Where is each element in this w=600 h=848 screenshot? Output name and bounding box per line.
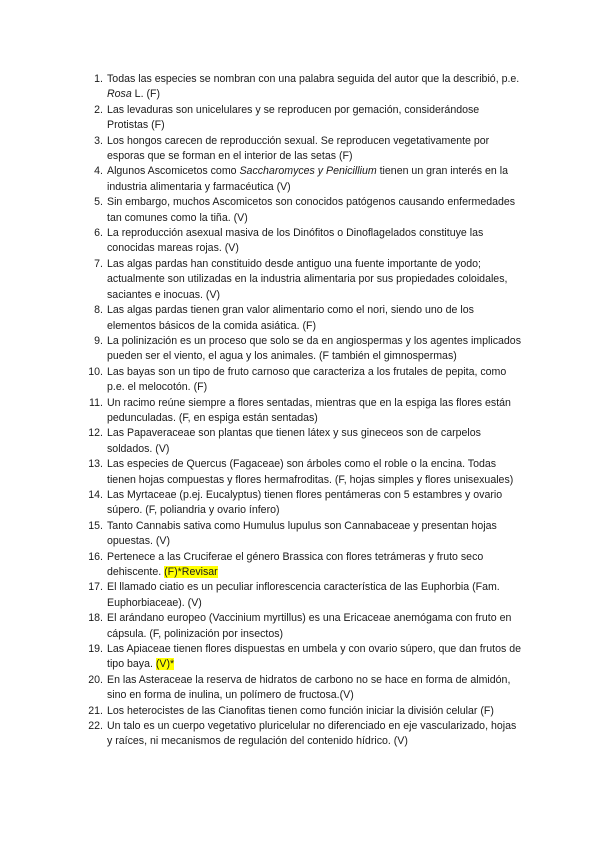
item-number: 2. xyxy=(94,103,103,116)
item-number: 11. xyxy=(89,396,103,409)
item-number: 22. xyxy=(88,720,103,733)
item-text xyxy=(107,304,474,331)
list-item xyxy=(82,426,522,457)
italic-term: Saccharomyces y Penicillium xyxy=(239,165,377,178)
text-segment: La polinización es un proceso que solo se da en angiospermas y los agentes implicados pueden ser el viento, el agua y los animales. (F también el gimnospermas) xyxy=(107,334,521,363)
text-segment: Las Myrtaceae (p.ej. Eucalyptus) tienen flores pentámeras con 5 estambres y ovario súpero. (F, poliandria y ovario ínfero) xyxy=(107,488,503,517)
item-text xyxy=(107,674,510,701)
item-number: 13. xyxy=(88,458,103,471)
item-text xyxy=(107,643,521,670)
item-text xyxy=(107,551,483,578)
list-item xyxy=(82,396,522,427)
item-number: 6. xyxy=(94,227,103,240)
item-number: 5. xyxy=(94,196,103,209)
text-segment: Las bayas son un tipo de fruto carnoso que caracteriza a los frutales de pepita, como p.e. el melocotón. (F) xyxy=(107,365,507,394)
text-segment: Las algas pardas tienen gran valor alimentario como el nori, siendo uno de los elementos básicos de la comida asiática. (F) xyxy=(107,304,474,332)
item-number: 14. xyxy=(88,488,103,501)
list-item xyxy=(82,257,522,303)
text-segment: Un talo es un cuerpo vegetativo pluricelular no diferenciado en eje vascularizado, hojas y raíces, ni mecanismos de regulación del contenido hídrico. (V) xyxy=(107,720,517,748)
text-segment: Pertenece a las Cruciferae el género Brassica con flores tetrámeras y fruto seco dehiscente. xyxy=(107,550,484,578)
list-item xyxy=(82,488,522,519)
item-number: 21. xyxy=(88,704,103,717)
list-item xyxy=(82,550,522,581)
text-segment: Un racimo reúne siempre a flores sentadas, mientras que en la espiga las flores están pedunculadas. (F, en espiga están sentadas) xyxy=(107,396,511,424)
item-number: 20. xyxy=(88,673,103,686)
list-item xyxy=(82,226,522,257)
list-item xyxy=(82,580,522,611)
list-item xyxy=(82,103,522,134)
text-segment: Los heterocistes de las Cianofitas tienen como función iniciar la división celular (F) xyxy=(107,704,494,717)
item-number: 17. xyxy=(88,581,103,594)
item-number: 10. xyxy=(88,365,103,378)
text-segment: La reproducción asexual masiva de los Dinófitos o Dinoflagelados constituye las conocidas mareas rojas. (V) xyxy=(107,227,484,255)
list-item xyxy=(82,164,522,195)
list-item xyxy=(82,719,522,750)
item-number: 4. xyxy=(94,165,103,178)
item-text xyxy=(107,196,515,223)
item-text xyxy=(107,520,497,547)
text-segment: El llamado ciatio es un peculiar inflorescencia característica de las Euphorbia (Fam. Euphorbiaceae). (V) xyxy=(107,581,500,609)
item-text xyxy=(107,73,519,100)
item-number: 18. xyxy=(88,612,103,625)
text-segment: Las Apiaceae tienen flores dispuestas en umbela y con ovario súpero, que dan frutos de tipo baya. xyxy=(107,643,522,671)
item-text xyxy=(107,720,516,747)
item-text xyxy=(107,612,511,639)
list-item xyxy=(82,642,522,673)
item-number: 15. xyxy=(88,519,103,532)
italic-term: Rosa xyxy=(107,88,132,101)
text-segment: Todas las especies se nombran con una palabra seguida del autor que la describió, p.e. xyxy=(107,73,520,85)
list-item xyxy=(82,611,522,642)
text-segment: En las Asteraceae la reserva de hidratos de carbono no se hace en forma de almidón, sino en forma de inulina, un polímero de fructosa.(V) xyxy=(107,673,511,702)
highlighted-note: (F)*Revisar xyxy=(164,566,218,578)
item-number: 7. xyxy=(94,257,103,270)
text-segment: Sin embargo, muchos Ascomicetos son conocidos patógenos causando enfermedades tan comunes como la tiña. (V) xyxy=(107,196,516,224)
item-number: 8. xyxy=(94,304,103,317)
text-segment: Los hongos carecen de reproducción sexual. Se reproducen vegetativamente por esporas que se forman en el interior de las setas (F) xyxy=(107,134,490,163)
highlighted-note: (V)* xyxy=(155,658,175,671)
item-text xyxy=(107,135,489,162)
text-segment: tienen un gran interés en la industria alimentaria y farmacéutica (V) xyxy=(107,165,509,193)
question-list xyxy=(82,72,522,750)
text-segment: L. (F) xyxy=(131,88,160,101)
item-text xyxy=(107,165,508,192)
item-text xyxy=(107,335,521,362)
item-number: 3. xyxy=(94,134,103,147)
item-number: 1. xyxy=(94,73,103,85)
item-text xyxy=(107,227,483,254)
list-item xyxy=(82,303,522,334)
list-item xyxy=(82,365,522,396)
list-item xyxy=(82,704,522,719)
item-text xyxy=(107,705,494,717)
text-segment: Las levaduras son unicelulares y se reproducen por gemación, considerándose Protistas (F) xyxy=(107,103,480,132)
text-segment: Las especies de Quercus (Fagaceae) son árboles como el roble o la encina. Todas tienen hojas compuestas y flores hermafroditas. (F, hojas simples y flores unisexuales) xyxy=(107,458,514,486)
item-text xyxy=(107,397,511,424)
item-number: 12. xyxy=(88,427,103,440)
list-item xyxy=(82,134,522,165)
text-segment: El arándano europeo (Vaccinium myrtillus) es una Ericaceae anemógama con fruto en cápsula. (F, polinización por insectos) xyxy=(107,612,512,640)
item-number: 9. xyxy=(94,334,103,347)
text-segment: Las Papaveraceae son plantas que tienen látex y sus gineceos son de carpelos soldados. (V) xyxy=(107,427,481,455)
list-item xyxy=(82,72,522,103)
list-item xyxy=(82,334,522,365)
text-segment: Las algas pardas han constituido desde antiguo una fuente importante de yodo; actualmente son utilizadas en la industria alimentaria por sus propiedades coloidales, saciantes e inocuas. (V) xyxy=(107,257,508,301)
list-item xyxy=(82,457,522,488)
item-text xyxy=(107,258,507,301)
item-number: 16. xyxy=(88,550,103,563)
list-item xyxy=(82,195,522,226)
text-segment: Algunos Ascomicetos como xyxy=(107,165,240,178)
item-text xyxy=(107,104,479,131)
list-item xyxy=(82,673,522,704)
item-text xyxy=(107,489,502,516)
item-number: 19. xyxy=(88,643,103,656)
item-text xyxy=(107,427,481,454)
item-text xyxy=(107,458,513,485)
text-segment: Tanto Cannabis sativa como Humulus lupulus son Cannabaceae y presentan hojas opuestas. (V) xyxy=(107,519,497,548)
list-item xyxy=(82,519,522,550)
item-text xyxy=(107,581,500,608)
item-text xyxy=(107,366,506,393)
